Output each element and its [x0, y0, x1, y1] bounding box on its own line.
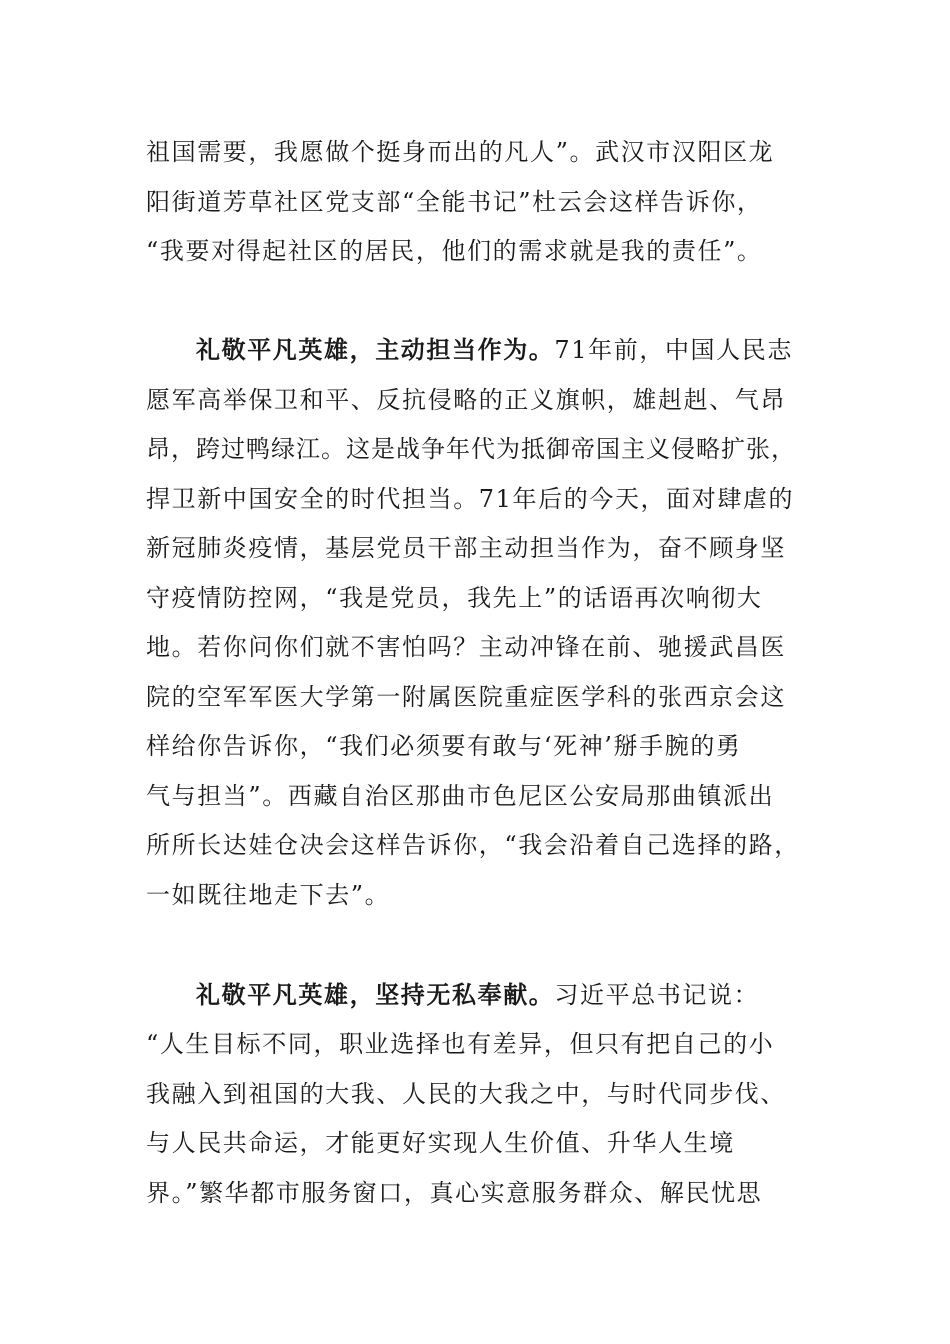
p2-line-8: 院的空军军医大学第一附属医院重症医学科的张西京会这	[146, 683, 786, 711]
p2-line-7: 地。若你问你们就不害怕吗？主动冲锋在前、驰援武昌医	[146, 633, 786, 661]
p3-first-line	[196, 980, 759, 1010]
p2-line-4: 捍卫新中国安全的时代担当。71年后的今天，面对肆虐的	[146, 485, 795, 513]
p1-line-1: 祖国需要，我愿做个挺身而出的凡人”。武汉市汉阳区龙	[146, 138, 775, 166]
p1-line-2: 阳街道芳草社区党支部“全能书记”杜云会这样告诉你，	[146, 188, 763, 216]
p2-line-2: 愿军高举保卫和平、反抗侵略的正义旗帜，雄赳赳、气昂	[146, 386, 786, 414]
p2-line-3: 昂，跨过鸭绿江。这是战争年代为抵御帝国主义侵略扩张，	[146, 435, 796, 463]
p3-line-4: 与人民共命运，才能更好实现人生价值、升华人生境	[146, 1129, 735, 1157]
p3-line-5: 界。”繁华都市服务窗口，真心实意服务群众、解民忧思	[146, 1179, 763, 1207]
p3-lead-heading: 礼敬平凡英雄，坚持无私奉献。	[196, 980, 555, 1009]
p1-line-3: “我要对得起社区的居民，他们的需求就是我的责任”。	[146, 237, 763, 265]
p3-line-2: “人生目标不同，职业选择也有差异，但只有把自己的小	[146, 1030, 775, 1058]
p2-line-9: 样给你告诉你，“我们必须要有敢与‘死神’掰手腕的勇	[146, 732, 742, 760]
p2-first-line	[196, 335, 793, 365]
p2-first-line-text: 71年前，中国人民志	[554, 336, 793, 364]
p2-line-10: 气与担当”。西藏自治区那曲市色尼区公安局那曲镇派出	[146, 782, 775, 810]
p3-line-3: 我融入到祖国的大我、人民的大我之中，与时代同步伐、	[146, 1080, 786, 1108]
p3-first-line-text: 习近平总书记说：	[554, 981, 760, 1009]
p2-line-11: 所所长达娃仓决会这样告诉你，“我会沿着自己选择的路，	[146, 831, 800, 859]
p2-line-12: 一如既往地走下去”。	[146, 881, 391, 909]
p2-lead-heading: 礼敬平凡英雄，主动担当作为。	[196, 335, 555, 364]
p2-line-6: 守疫情防控网，“我是党员，我先上”的话语再次响彻大	[146, 584, 763, 612]
p2-line-5: 新冠肺炎疫情，基层党员干部主动担当作为，奋不顾身坚	[146, 534, 786, 562]
